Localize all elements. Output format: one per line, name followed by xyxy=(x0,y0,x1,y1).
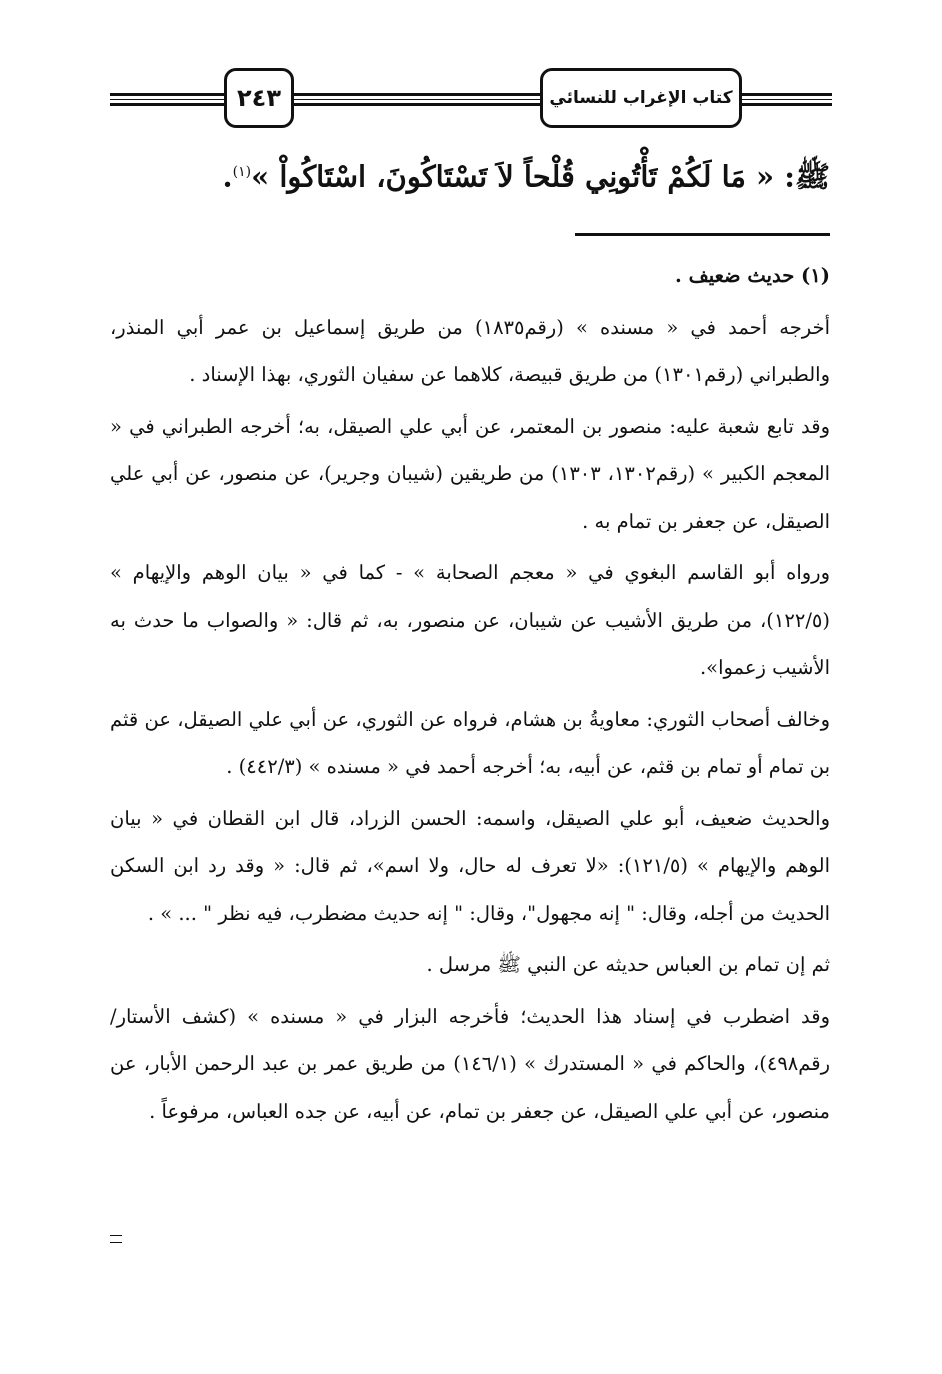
footnote-paragraph: وقد تابع شعبة عليه: منصور بن المعتمر، عن أبي علي الصيقل، به؛ أخرجه الطبراني في « المعجم الكبير » (رقم١٣٠٢، ١٣٠٣) من طريقين (شيبان وجرير)، عن منصور، عن أبي علي الصيقل، عن جعفر بن تمام به . xyxy=(110,414,830,533)
footnote-paragraph: ورواه أبو القاسم البغوي في « معجم الصحابة » - كما في « بيان الوهم والإيهام » (١٢٢/٥)، من طريق الأشيب عن شيبان، عن منصور، به، ثم قال: « والصواب ما حدث به الأشيب زعموا». xyxy=(110,561,830,679)
hadith-end: . xyxy=(222,159,233,194)
hadith-text xyxy=(110,140,830,209)
footnote-paragraph: ثم إن تمام بن العباس حديثه عن النبي ﷺ مرسل . xyxy=(426,953,830,976)
book-title: كتاب الإغراب للنسائي xyxy=(540,68,742,128)
footnote-reference: (١) xyxy=(232,164,252,180)
footnotes-section xyxy=(110,252,830,1139)
footnote-heading: (١) حديث ضعيف . xyxy=(675,264,830,287)
page-number: ٢٤٣ xyxy=(224,68,294,128)
footnote-paragraph: وخالف أصحاب الثوري: معاويةُ بن هشام، فرواه عن الثوري، عن أبي علي الصيقل، عن قثم بن تمام أو تمام بن قثم، عن أبيه، به؛ أخرجه أحمد في « مسنده » (٤٤٢/٣) . xyxy=(110,707,830,778)
footnote-paragraph: والحديث ضعيف، أبو علي الصيقل، واسمه: الحسن الزراد، قال ابن القطان في « بيان الوهم والإيهام » (١٢١/٥): «لا تعرف له حال، ولا اسم»، ثم قال: « وقد رد ابن السكن الحديث من أجله، وقال: " إنه مجهول"، وقال: " إنه حديث مضطرب، فيه نظر " ... » . xyxy=(110,806,831,925)
footnote-paragraph: وقد اضطرب في إسناد هذا الحديث؛ فأخرجه البزار في « مسنده » (كشف الأستار/رقم٤٩٨)، والحاكم في « المستدرك » (١٤٦/١) من طريق عمر بن عبد الرحمن الأبار، عن منصور، عن أبي علي الصيقل، عن جعفر بن تمام، عن أبيه، عن جده العباس، مرفوعاً . xyxy=(110,1004,830,1123)
footnote-separator xyxy=(575,233,830,236)
hadith-body: ﷺ: « مَا لَكُمْ تَأْتُونِي قُلْحاً لاَ تَسْتَاكُونَ، اسْتَاكُواْ » xyxy=(251,159,830,194)
footnote-paragraph: أخرجه أحمد في « مسنده » (رقم١٨٣٥) من طريق إسماعيل بن عمر أبي المنذر، والطبراني (رقم١٣٠١) من طريق قبيصة، كلاهما عن سفيان الثوري، بهذا الإسناد . xyxy=(110,315,830,386)
footnote-continuation-mark xyxy=(110,1235,122,1243)
